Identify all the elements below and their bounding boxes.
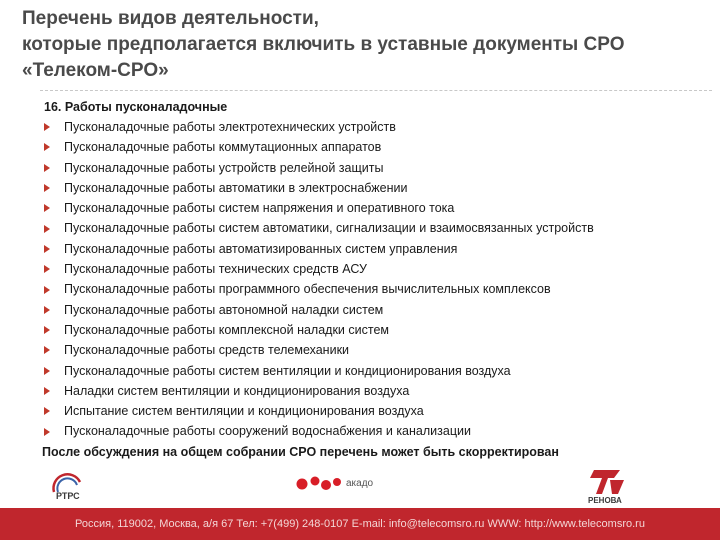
triangle-bullet-icon — [44, 326, 50, 334]
list-item — [44, 340, 716, 360]
list-item-text: Пусконаладочные работы электротехнических устройств — [64, 120, 396, 134]
triangle-bullet-icon — [44, 286, 50, 294]
rtrs-logo-text: РТРС — [56, 491, 80, 501]
akado-logo-text: акадо — [346, 478, 374, 489]
contact-address: Россия, 119002, Москва, а/я 67 Тел: +7(499) 248-0107 E-mail: info@telecomsro.ru WWW: http://www.telecomsro.ru — [75, 518, 645, 530]
footnote: После обсуждения на общем собрании СРО перечень может быть скорректирован — [42, 444, 559, 459]
triangle-bullet-icon — [44, 164, 50, 172]
list-item — [44, 300, 716, 320]
list-item — [44, 239, 716, 259]
list-item — [44, 421, 716, 441]
list-item-text: Пусконаладочные работы автоматизированных систем управления — [64, 241, 458, 256]
triangle-bullet-icon — [44, 306, 50, 314]
list-item — [44, 279, 716, 299]
triangle-bullet-icon — [44, 245, 50, 253]
triangle-bullet-icon — [44, 346, 50, 354]
list-item — [44, 117, 716, 137]
list-item-text: Пусконаладочные работы коммутационных аппаратов — [64, 140, 382, 155]
list-item-text: Пусконаладочные работы программного обеспечения вычислительных комплексов — [64, 282, 551, 297]
section-heading: 16. Работы пусконаладочные — [44, 100, 228, 114]
list-item-text: Пусконаладочные работы систем автоматики, сигнализации и взаимосвязанных устройств — [64, 221, 594, 236]
activity-list — [44, 117, 716, 442]
slide-content — [44, 97, 716, 462]
triangle-bullet-icon — [44, 225, 50, 233]
renova-logo — [580, 466, 640, 506]
title-line-1: Перечень видов деятельности, — [22, 8, 319, 29]
list-item — [44, 178, 716, 198]
contact-bar — [0, 508, 720, 540]
title-line-2: которые предполагается включить в уставные документы СРО — [22, 34, 625, 55]
list-item-text: Пусконаладочные работы средств телемеханики — [64, 343, 350, 358]
list-item — [44, 137, 716, 157]
list-item — [44, 158, 716, 178]
list-item-text: Пусконаладочные работы систем вентиляции и кондиционирования воздуха — [64, 363, 511, 378]
logo-strip — [0, 462, 720, 508]
list-item-text: Наладки систем вентиляции и кондиционирования воздуха — [64, 383, 410, 398]
list-item — [44, 198, 716, 218]
list-item-text: Испытание систем вентиляции и кондиционирования воздуха — [64, 404, 424, 419]
triangle-bullet-icon — [44, 204, 50, 212]
slide-title — [22, 6, 712, 84]
triangle-bullet-icon — [44, 387, 50, 395]
list-item — [44, 401, 716, 421]
footer — [0, 462, 720, 540]
akado-logo — [294, 470, 404, 500]
list-item-text: Пусконаладочные работы устройств релейной защиты — [64, 160, 384, 175]
renova-logo-text: РЕНОВА — [588, 496, 622, 505]
title-line-3: «Телеком-СРО» — [22, 60, 169, 81]
list-item — [44, 259, 716, 279]
list-item — [44, 218, 716, 238]
list-item-text: Пусконаладочные работы технических средств АСУ — [64, 262, 367, 277]
dashed-divider — [40, 90, 712, 91]
triangle-bullet-icon — [44, 407, 50, 415]
triangle-bullet-icon — [44, 123, 50, 131]
list-item — [44, 320, 716, 340]
list-item — [44, 381, 716, 401]
list-item-text: Пусконаладочные работы комплексной наладки систем — [64, 322, 389, 337]
triangle-bullet-icon — [44, 367, 50, 375]
triangle-bullet-icon — [44, 265, 50, 273]
list-item-text: Пусконаладочные работы систем напряжения и оперативного тока — [64, 201, 455, 216]
list-item-text: Пусконаладочные работы автоматики в электроснабжении — [64, 180, 408, 195]
rtrs-logo — [50, 468, 130, 504]
triangle-bullet-icon — [44, 184, 50, 192]
triangle-bullet-icon — [44, 428, 50, 436]
list-item — [44, 361, 716, 381]
list-item-text: Пусконаладочные работы автономной наладки систем — [64, 302, 384, 317]
triangle-bullet-icon — [44, 143, 50, 151]
list-item-text: Пусконаладочные работы сооружений водоснабжения и канализации — [64, 424, 471, 439]
